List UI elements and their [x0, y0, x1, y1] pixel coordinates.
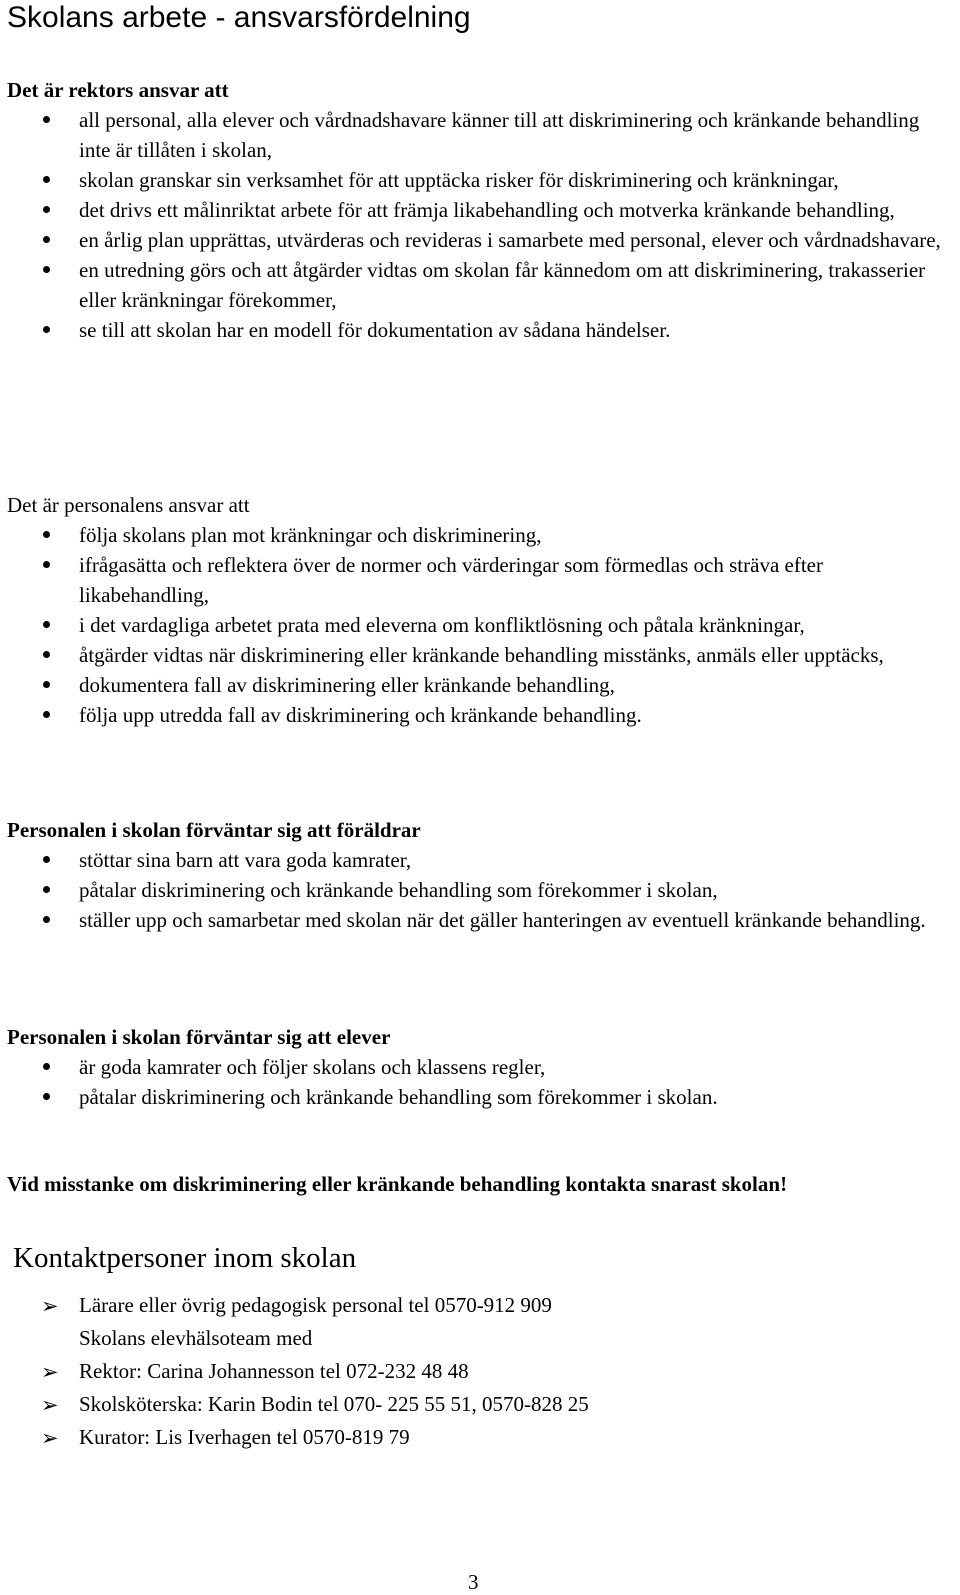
bullet-icon — [43, 916, 50, 923]
list-item-text: följa upp utredda fall av diskriminering och kränkande behandling. — [79, 703, 642, 727]
contact-text: Lärare eller övrig pedagogisk personal tel 0570-912 909 — [79, 1293, 552, 1317]
list-item — [7, 670, 952, 700]
list-item-text: är goda kamrater och följer skolans och klassens regler, — [79, 1055, 546, 1079]
list-item-text: all personal, alla elever och vårdnadshavare känner till att diskriminering och kränkande behandling inte är tillåten i skolan, — [79, 108, 920, 162]
bullet-icon — [43, 711, 50, 718]
list-item — [7, 255, 952, 315]
list-item-text: det drivs ett målinriktat arbete för att främja likabehandling och motverka kränkande behandling, — [79, 198, 895, 222]
section-foraldrar — [7, 815, 952, 935]
list-item — [7, 905, 952, 935]
list-item — [7, 550, 952, 610]
list-item-text: åtgärder vidtas när diskriminering eller kränkande behandling misstänks, anmäls eller upptäcks, — [79, 643, 884, 667]
bullet-list — [7, 1052, 952, 1112]
notice-section — [7, 1169, 952, 1199]
bullet-icon — [43, 1063, 50, 1070]
list-item — [7, 845, 952, 875]
section-rektor — [7, 75, 952, 345]
contacts-list — [7, 1289, 952, 1454]
contact-text: Skolans elevhälsoteam med — [79, 1326, 313, 1350]
arrow-bullet-icon: ➢ — [41, 1426, 59, 1450]
contact-row-counselor — [7, 1421, 952, 1454]
page-title: Skolans arbete - ansvarsfördelning — [7, 1, 471, 34]
arrow-bullet-icon: ➢ — [41, 1393, 59, 1417]
list-item — [7, 195, 952, 225]
contact-row-team — [7, 1322, 952, 1355]
bullet-icon — [43, 856, 50, 863]
contact-text: Skolsköterska: Karin Bodin tel 070- 225 55 51, 0570-828 25 — [79, 1392, 589, 1416]
list-item-text: följa skolans plan mot kränkningar och diskriminering, — [79, 523, 542, 547]
list-item — [7, 1052, 952, 1082]
bullet-icon — [43, 561, 50, 568]
list-item-text: ställer upp och samarbetar med skolan när det gäller hanteringen av eventuell kränkande behandling. — [79, 908, 926, 932]
bullet-icon — [43, 531, 50, 538]
bullet-icon — [43, 206, 50, 213]
notice-text: Vid misstanke om diskriminering eller kränkande behandling kontakta snarast skolan! — [7, 1172, 788, 1196]
list-item-text: dokumentera fall av diskriminering eller kränkande behandling, — [79, 673, 615, 697]
list-item — [7, 610, 952, 640]
list-item — [7, 640, 952, 670]
bullet-icon — [43, 1093, 50, 1100]
bullet-icon — [43, 886, 50, 893]
list-item — [7, 1082, 952, 1112]
list-item — [7, 875, 952, 905]
bullet-icon — [43, 681, 50, 688]
bullet-icon — [43, 651, 50, 658]
bullet-list — [7, 105, 952, 345]
bullet-icon — [43, 621, 50, 628]
contact-row-teacher — [7, 1289, 952, 1322]
page-number: 3 — [468, 1570, 479, 1594]
contacts-title: Kontaktpersoner inom skolan — [13, 1242, 357, 1274]
bullet-icon — [43, 116, 50, 123]
list-item — [7, 700, 952, 730]
list-item-text: påtalar diskriminering och kränkande behandling som förekommer i skolan, — [79, 878, 718, 902]
contact-row-nurse — [7, 1388, 952, 1421]
list-item-text: stöttar sina barn att vara goda kamrater, — [79, 848, 412, 872]
list-item-text: ifrågasätta och reflektera över de normer och värderingar som förmedlas och sträva efter likabehandling, — [79, 553, 823, 607]
section-heading: Personalen i skolan förväntar sig att föräldrar — [7, 818, 421, 842]
bullet-list — [7, 520, 952, 730]
list-item-text: en årlig plan upprättas, utvärderas och revideras i samarbete med personal, elever och vårdnadshavare, — [79, 228, 941, 252]
list-item — [7, 315, 952, 345]
contact-text: Kurator: Lis Iverhagen tel 0570-819 79 — [79, 1425, 410, 1449]
bullet-icon — [43, 176, 50, 183]
bullet-icon — [43, 266, 50, 273]
bullet-list — [7, 845, 952, 935]
arrow-bullet-icon: ➢ — [41, 1360, 59, 1384]
list-item-text: se till att skolan har en modell för dokumentation av sådana händelser. — [79, 318, 671, 342]
list-item-text: i det vardagliga arbetet prata med eleverna om konfliktlösning och påtala kränkningar, — [79, 613, 805, 637]
section-elever — [7, 1022, 952, 1112]
list-item — [7, 225, 952, 255]
section-personal — [7, 490, 952, 730]
list-item — [7, 520, 952, 550]
list-item — [7, 165, 952, 195]
bullet-icon — [43, 236, 50, 243]
contact-text: Rektor: Carina Johannesson tel 072-232 48 48 — [79, 1359, 469, 1383]
list-item-text: påtalar diskriminering och kränkande behandling som förekommer i skolan. — [79, 1085, 718, 1109]
section-heading: Det är personalens ansvar att — [7, 493, 250, 517]
bullet-icon — [43, 326, 50, 333]
list-item — [7, 105, 952, 165]
list-item-text: skolan granskar sin verksamhet för att upptäcka risker för diskriminering och kränkningar, — [79, 168, 839, 192]
section-heading: Det är rektors ansvar att — [7, 78, 229, 102]
section-heading: Personalen i skolan förväntar sig att elever — [7, 1025, 391, 1049]
contact-row-principal — [7, 1355, 952, 1388]
arrow-bullet-icon: ➢ — [41, 1294, 59, 1318]
list-item-text: en utredning görs och att åtgärder vidtas om skolan får kännedom om att diskriminering, trakasserier eller kränkningar förekommer, — [79, 258, 926, 312]
